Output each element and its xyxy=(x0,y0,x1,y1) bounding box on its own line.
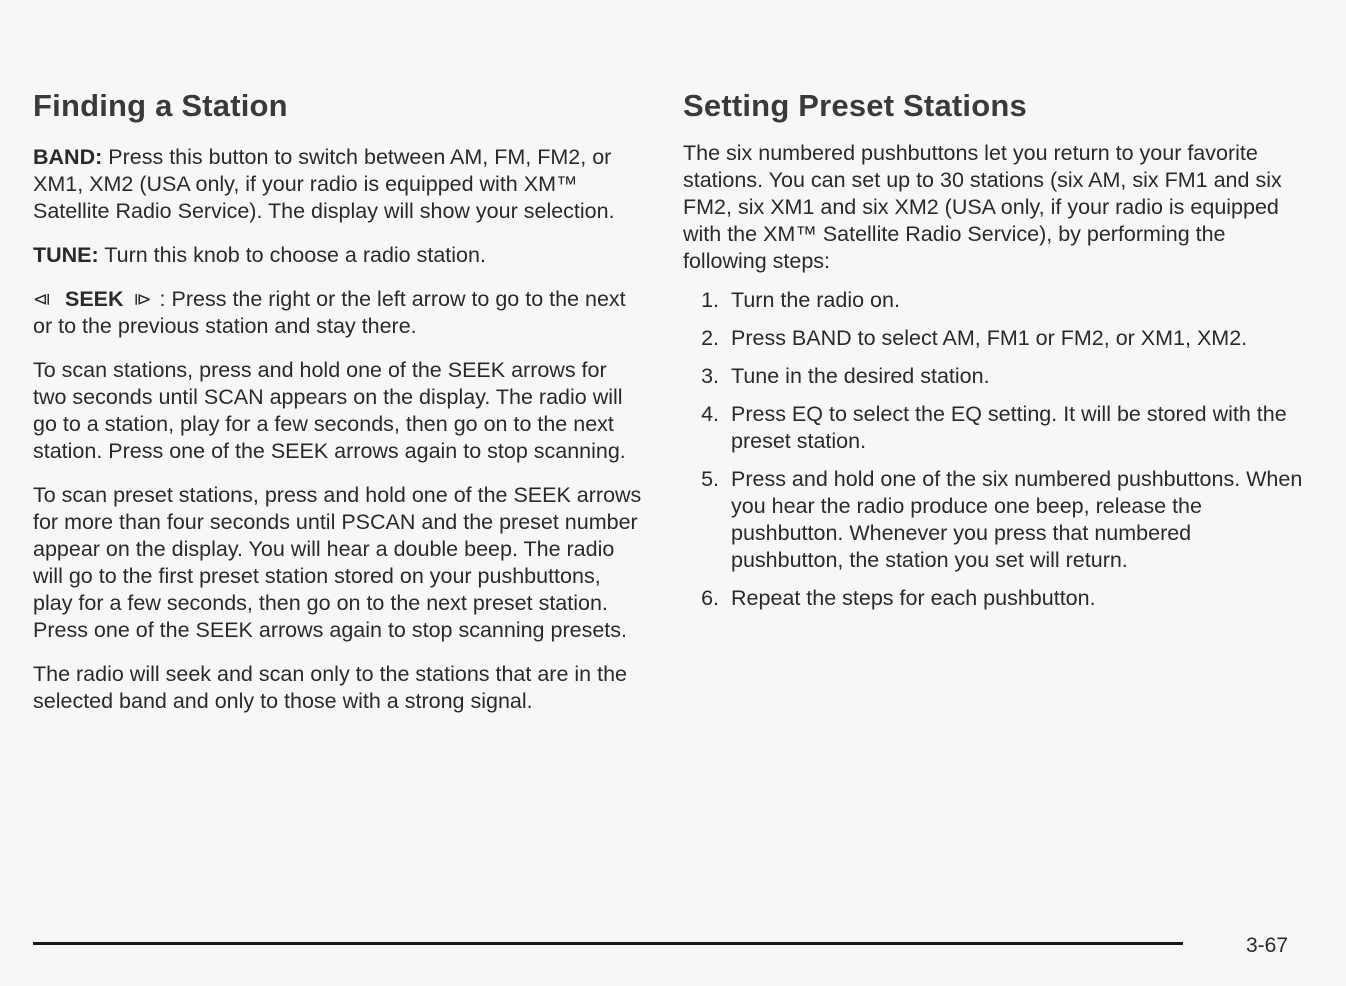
right-column xyxy=(683,88,1308,623)
step-text: Press EQ to select the EQ setting. It will be stored with the preset station. xyxy=(731,402,1287,453)
step-number: 1. xyxy=(701,288,719,312)
step-number: 3. xyxy=(701,364,719,388)
page-number: 3-67 xyxy=(1246,934,1289,957)
tune-text: Turn this knob to choose a radio station. xyxy=(104,243,486,267)
list-item xyxy=(683,363,1308,390)
list-item xyxy=(683,466,1308,574)
list-item xyxy=(683,287,1308,314)
section-title-finding-a-station: Finding a Station xyxy=(33,88,288,123)
tune-paragraph xyxy=(33,242,645,269)
step-number: 4. xyxy=(701,402,719,426)
list-item xyxy=(683,401,1308,455)
band-label: BAND: xyxy=(33,145,103,169)
section-title-setting-preset-stations: Setting Preset Stations xyxy=(683,88,1027,123)
seek-back-icon: ⧏ xyxy=(33,289,51,309)
scan-paragraph: To scan stations, press and hold one of the SEEK arrows for two seconds until SCAN appears on the display. The radio will go to a station, play for a few seconds, then go on to the next station. Press one of the SEEK arrows again to stop scanning. xyxy=(33,358,626,463)
band-note-paragraph: The radio will seek and scan only to the stations that are in the selected band and only to those with a strong signal. xyxy=(33,662,627,713)
left-column xyxy=(33,88,645,732)
tune-label: TUNE: xyxy=(33,243,99,267)
step-text: Turn the radio on. xyxy=(731,288,900,312)
step-text: Press BAND to select AM, FM1 or FM2, or XM1, XM2. xyxy=(731,326,1248,350)
preset-intro-paragraph: The six numbered pushbuttons let you return to your favorite stations. You can set up to 30 stations (six AM, six FM1 and six FM2, six XM1 and six XM2 (USA only, if your radio is equipped with the XM™ Satellite Radio Service), by performing the following steps: xyxy=(683,141,1282,273)
step-number: 2. xyxy=(701,326,719,350)
seek-text: Press the right or the left arrow to go to the next or to the previous station and stay there. xyxy=(33,287,626,338)
band-text: Press this button to switch between AM, FM, FM2, or XM1, XM2 (USA only, if your radio is equipped with XM™ Satellite Radio Service). The display will show your selection. xyxy=(33,145,615,223)
list-item xyxy=(683,325,1308,352)
list-item xyxy=(683,585,1308,612)
seek-paragraph xyxy=(33,286,645,340)
seek-colon: : xyxy=(159,287,166,311)
step-text: Repeat the steps for each pushbutton. xyxy=(731,586,1096,610)
step-number: 5. xyxy=(701,467,719,491)
seek-forward-icon: ⧐ xyxy=(133,289,152,309)
step-text: Tune in the desired station. xyxy=(731,364,990,388)
step-text: Press and hold one of the six numbered pushbuttons. When you hear the radio produce one beep, release the pushbutton. Whenever you press that numbered pushbutton, the station you set will return. xyxy=(731,467,1303,572)
footer-divider xyxy=(33,942,1183,945)
step-number: 6. xyxy=(701,586,719,610)
seek-label: SEEK xyxy=(65,287,124,311)
preset-steps-list xyxy=(683,287,1308,612)
band-paragraph xyxy=(33,144,645,225)
pscan-paragraph: To scan preset stations, press and hold one of the SEEK arrows for more than four seconds until PSCAN and the preset number appear on the display. You will hear a double beep. The radio will go to the first preset station stored on your pushbuttons, play for a few seconds, then go on to the next preset station. Press one of the SEEK arrows again to stop scanning presets. xyxy=(33,483,642,642)
